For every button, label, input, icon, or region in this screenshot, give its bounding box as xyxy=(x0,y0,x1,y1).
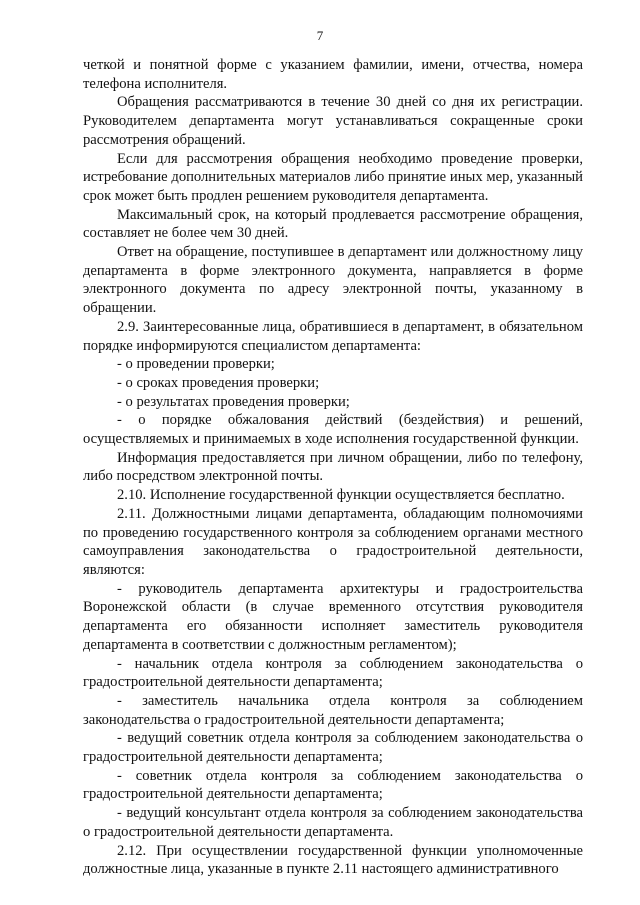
list-item: - о сроках проведения проверки; xyxy=(117,374,320,391)
paragraph: четкой и понятной форме с указанием фамилии, имени, отчества, номера телефона исполнителя. xyxy=(83,57,583,92)
list-item: - ведущий советник отдела контроля за соблюдением законодательства о градостроительной деятельности департамента; xyxy=(83,730,583,766)
paragraph: Ответ на обращение, поступившее в департамент или должностному лицу департамента в форме электронного документа, направляется в форме электронного документа по адресу электронной почты, указанному в обращении. xyxy=(83,244,583,317)
list-item: - о порядке обжалования действий (бездействия) и решений, осуществляемых и принимаемых в ходе исполнения государственной функции. xyxy=(83,412,583,448)
paragraph: Максимальный срок, на который продлевается рассмотрение обращения, составляет не более чем 30 дней. xyxy=(83,206,583,242)
paragraph: 2.12. При осуществлении государственной функции уполномоченные должностные лица, указанные в пункте 2.11 настоящего административного xyxy=(83,842,583,878)
paragraph: 2.11. Должностными лицами департамента, обладающим полномочиями по проведению государственного контроля за соблюдением органами местного самоуправления законодательства о градостроительной деятельности, являются: xyxy=(83,505,583,578)
paragraph: Обращения рассматриваются в течение 30 дней со дня их регистрации. Руководителем департамента могут устанавливаться сокращенные сроки рассмотрения обращений. xyxy=(83,94,583,148)
paragraph: Если для рассмотрения обращения необходимо проведение проверки, истребование дополнительных материалов либо принятие иных мер, указанный срок может быть продлен решением руководителя департамента. xyxy=(83,150,583,204)
document-body xyxy=(83,56,583,879)
list-item: - заместитель начальника отдела контроля за соблюдением законодательства о градостроительной деятельности департамента; xyxy=(83,692,583,728)
paragraph: 2.9. Заинтересованные лица, обратившиеся в департамент, в обязательном порядке информируются специалистом департамента: xyxy=(83,318,583,354)
list-item: - ведущий консультант отдела контроля за соблюдением законодательства о градостроительной деятельности департамента. xyxy=(83,805,583,840)
list-item: - руководитель департамента архитектуры и градостроительства Воронежской области (в случае временного отсутствия руководителя департамента его обязанности исполняет заместитель руководителя департамента в соответствии с должностным регламентом); xyxy=(83,580,583,653)
list-item: - начальник отдела контроля за соблюдением законодательства о градостроительной деятельности департамента; xyxy=(83,655,583,691)
page-number: 7 xyxy=(316,28,324,43)
paragraph: 2.10. Исполнение государственной функции осуществляется бесплатно. xyxy=(117,487,565,504)
paragraph: Информация предоставляется при личном обращении, либо по телефону, либо посредством электронной почты. xyxy=(83,449,583,485)
list-item: - о результатах проведения проверки; xyxy=(117,393,350,410)
list-item: - о проведении проверки; xyxy=(117,356,275,373)
list-item: - советник отдела контроля за соблюдением законодательства о градостроительной деятельности департамента; xyxy=(83,767,583,803)
